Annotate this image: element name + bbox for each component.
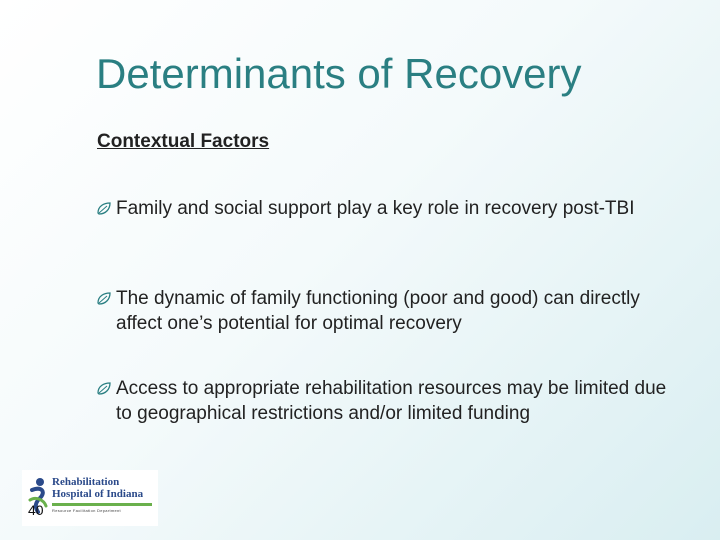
- slide-title: Determinants of Recovery: [96, 50, 582, 97]
- bullet-text: Access to appropriate rehabilitation resources may be limited due to geographical restrictions and/or limited funding: [116, 378, 667, 424]
- bullet-item: [96, 286, 676, 336]
- leaf-bullet-icon: [96, 382, 112, 395]
- leaf-bullet-icon: [96, 292, 112, 305]
- bullet-text: Family and social support play a key role in recovery post-TBI: [116, 198, 635, 219]
- logo-rule: [52, 503, 152, 506]
- logo-text-line2: Hospital of Indiana: [52, 488, 144, 500]
- bullet-text: The dynamic of family functioning (poor and good) can directly affect one’s potential for optimal recovery: [116, 288, 640, 334]
- page-number: 40: [28, 502, 44, 518]
- logo-tagline: Resource Facilitation Department: [52, 508, 121, 513]
- bullet-item: [96, 196, 676, 221]
- bullet-item: [96, 376, 676, 426]
- logo-text-line1: Rehabilitation: [52, 476, 120, 488]
- leaf-bullet-icon: [96, 202, 112, 215]
- section-subheading: Contextual Factors: [97, 131, 270, 152]
